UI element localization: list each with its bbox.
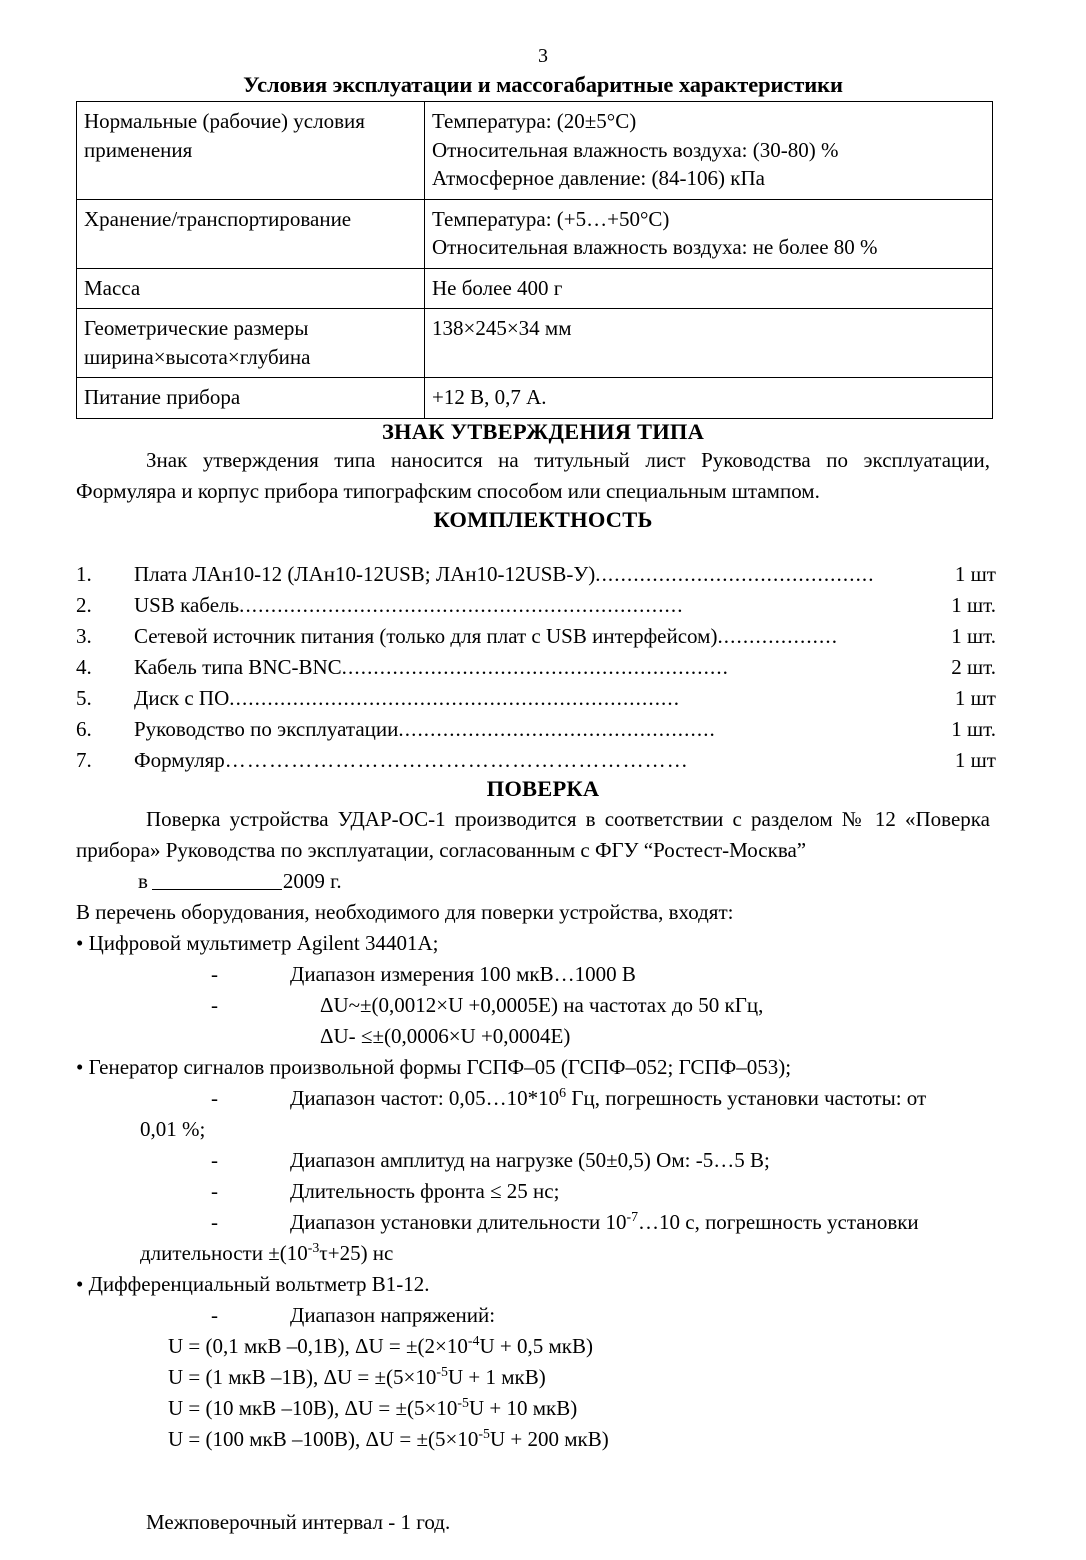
leader-dots: ............................................ — [595, 561, 875, 586]
dash-marker: - — [211, 1147, 218, 1172]
table-row — [77, 378, 993, 419]
equipment-bullet: • Генератор сигналов произвольной формы ГСПФ–05 (ГСПФ–052; ГСПФ–053); — [76, 1054, 792, 1079]
list-item-name: Формуляр — [134, 747, 225, 772]
znak-paragraph: Знак утверждения типа наносится на титульный лист Руководства по эксплуатации, Формуляра и корпус прибора типографским способом или специальным штампом. — [76, 447, 990, 503]
detail-exponent: -7 — [626, 1208, 638, 1224]
list-item-name: Кабель типа BNC-BNC — [134, 654, 342, 679]
leader-dots: ............................................................. — [341, 654, 730, 679]
list-item — [0, 683, 1086, 714]
list-item — [0, 652, 1086, 683]
formula-pre: U = (0,1 мкВ –0,1В), ΔU = ±(2×10 — [168, 1333, 468, 1358]
spec-value-line: 138×245×34 мм — [432, 316, 572, 340]
list-item — [0, 590, 1086, 621]
list-item-quantity: 1 шт — [954, 561, 996, 586]
section-heading-znak: ЗНАК УТВЕРЖДЕНИЯ ТИПА — [381, 418, 705, 444]
spec-value-line: Температура: (+5…+50°С) — [432, 206, 670, 231]
detail-text-pre: длительности ±(10 — [140, 1240, 308, 1265]
date-blank-field[interactable] — [152, 876, 282, 890]
list-item-quantity: 1 шт — [954, 747, 996, 772]
list-item-row — [134, 745, 996, 776]
formula-pre: U = (1 мкВ –1В), ΔU = ±(5×10 — [168, 1364, 437, 1389]
formula-exponent: -4 — [467, 1332, 480, 1348]
formula-line — [0, 1362, 1086, 1393]
spec-value-line: Температура: (20±5°С) — [432, 109, 637, 133]
table-row — [77, 199, 993, 268]
detail-text: Длительность фронта ≤ 25 нс; — [290, 1178, 560, 1203]
spec-label-cell — [77, 199, 425, 268]
formula-exponent: -5 — [457, 1394, 469, 1410]
dash-marker: - — [211, 1302, 218, 1327]
equipment-detail-continuation — [0, 1238, 1086, 1269]
list-item-row — [134, 683, 996, 714]
spec-value-line: Атмосферное давление: (84-106) кПа — [432, 166, 765, 190]
spec-label-line: Хранение/транспортирование — [84, 206, 352, 231]
equipment-bullet: • Дифференциальный вольтметр В1-12. — [76, 1271, 430, 1296]
formula-pre: U = (10 мкВ –10В), ΔU = ±(5×10 — [168, 1395, 458, 1420]
list-item-number: 7. — [76, 747, 92, 772]
list-item — [0, 621, 1086, 652]
list-item-name: Сетевой источник питания (только для плат с USB интерфейсом) — [134, 623, 718, 648]
detail-text: Диапазон амплитуд на нагрузке (50±0,5) Ом: -5…5 В; — [290, 1147, 770, 1172]
spec-value-cell — [425, 199, 993, 268]
leader-dots: ................... — [717, 623, 839, 648]
list-item-number: 5. — [76, 685, 92, 710]
list-item-row — [134, 621, 996, 652]
spec-label-cell — [77, 378, 425, 419]
poverka-body — [0, 804, 1086, 1538]
komplektnost-list — [0, 559, 1086, 776]
equipment-detail — [0, 1207, 1086, 1238]
spec-value-cell — [425, 309, 993, 378]
spec-value-cell — [425, 102, 993, 200]
detail-text-pre: Диапазон частот: 0,05…10*10 — [290, 1085, 560, 1110]
list-item-number: 3. — [76, 623, 92, 648]
detail-text-pre: Диапазон установки длительности 10 — [290, 1209, 627, 1234]
equipment-bullet: • Цифровой мультиметр Agilent 34401А; — [76, 930, 439, 955]
dash-marker: - — [211, 1085, 218, 1110]
equipment-detail — [0, 1300, 1086, 1331]
spec-table-caption: Условия эксплуатации и массогабаритные характеристики — [243, 72, 843, 97]
formula-exponent: -5 — [478, 1425, 490, 1441]
list-item-name: Плата ЛАн10-12 (ЛАн10-12USB; ЛАн10-12USB-У) — [134, 561, 596, 586]
list-item-quantity: 2 шт. — [951, 654, 996, 679]
spec-label-cell — [77, 102, 425, 200]
spec-label-line: ширина×высота×глубина — [84, 344, 311, 369]
spec-label-line: Питание прибора — [84, 385, 241, 409]
leader-dots: ……………………………………………………… — [224, 747, 689, 772]
spec-table-body — [77, 102, 993, 419]
equipment-detail — [0, 1083, 1086, 1114]
detail-exponent: 6 — [559, 1084, 567, 1100]
list-item-number: 4. — [76, 654, 92, 679]
formula-post: U + 10 мкВ) — [468, 1395, 578, 1420]
equipment-detail-sub: ΔU- ≤±(0,0006×U +0,0004Е) — [320, 1023, 571, 1048]
table-row — [77, 102, 993, 200]
equipment-detail — [0, 959, 1086, 990]
equipment-intro-line: В перечень оборудования, необходимого для поверки устройства, входят: — [76, 899, 734, 924]
dash-marker: - — [211, 961, 218, 986]
formula-pre: U = (100 мкВ –100В), ΔU = ±(5×10 — [168, 1426, 479, 1451]
detail-text: Диапазон напряжений: — [290, 1302, 496, 1327]
spec-value-line: Относительная влажность воздуха: (30-80) % — [432, 137, 839, 162]
detail-exponent: -3 — [307, 1239, 320, 1255]
detail-text: ΔU~±(0,0012×U +0,0005Е) на частотах до 50 кГц, — [320, 992, 764, 1017]
list-item-row — [134, 652, 996, 683]
table-row — [77, 309, 993, 378]
detail-text-post: Гц, погрешность установки частоты: от — [566, 1085, 927, 1110]
list-item-row — [134, 559, 996, 590]
spec-value-line: Не более 400 г — [432, 275, 563, 300]
list-item-row — [134, 714, 996, 745]
spec-label-line: Нормальные (рабочие) условия — [84, 109, 365, 133]
list-item — [0, 714, 1086, 745]
spec-label-line: применения — [84, 137, 193, 162]
spec-value-cell — [425, 268, 993, 309]
list-item-number: 2. — [76, 592, 92, 617]
formula-exponent: -5 — [436, 1363, 448, 1379]
detail-text-post: …10 с, погрешность установки — [638, 1209, 919, 1234]
list-item-quantity: 1 шт — [954, 685, 996, 710]
leader-dots: .................................................. — [398, 716, 716, 741]
equipment-detail — [0, 1145, 1086, 1176]
spec-label-line: Геометрические размеры — [84, 316, 309, 340]
spec-value-cell — [425, 378, 993, 419]
poverka-intro-paragraph: Поверка устройства УДАР-ОС-1 производится в соответствии с разделом № 12 «Поверка прибора» Руководства по эксплуатации, согласованным с ФГУ “Ростест-Москва” — [76, 806, 990, 862]
equipment-detail-continuation: 0,01 %; — [140, 1116, 206, 1141]
spec-label-cell — [77, 268, 425, 309]
list-item-quantity: 1 шт. — [951, 592, 996, 617]
section-heading-komplektnost: КОМПЛЕКТНОСТЬ — [433, 506, 653, 532]
formula-post: U + 0,5 мкВ) — [479, 1333, 593, 1358]
list-item-name: USB кабель — [134, 592, 240, 617]
table-row — [77, 268, 993, 309]
formula-line — [0, 1393, 1086, 1424]
formula-post: U + 200 мкВ) — [489, 1426, 609, 1451]
interval-note: Межповерочный интервал - 1 год. — [146, 1509, 451, 1534]
list-item-name: Диск с ПО — [134, 685, 230, 710]
date-line-suffix: 2009 г. — [282, 868, 342, 893]
spec-label-line: Масса — [84, 275, 141, 300]
page-number: 3 — [538, 45, 548, 67]
formula-line — [0, 1331, 1086, 1362]
date-line-prefix: в — [138, 868, 148, 893]
spec-label-cell — [77, 309, 425, 378]
poverka-date-line — [0, 866, 1086, 897]
equipment-detail — [0, 1176, 1086, 1207]
spec-value-line: Относительная влажность воздуха: не более 80 % — [432, 235, 878, 259]
leader-dots: ...................................................................... — [239, 592, 684, 617]
equipment-detail — [0, 990, 1086, 1021]
list-item-quantity: 1 шт. — [951, 623, 996, 648]
list-item — [0, 559, 1086, 590]
list-item-name: Руководство по эксплуатации — [134, 716, 399, 741]
list-item-number: 1. — [76, 561, 92, 586]
list-item-row — [134, 590, 996, 621]
formula-line — [0, 1424, 1086, 1455]
list-item-number: 6. — [76, 716, 92, 741]
dash-marker: - — [211, 1178, 218, 1203]
spec-value-line: +12 В, 0,7 А. — [432, 385, 547, 409]
list-item-quantity: 1 шт. — [951, 716, 996, 741]
dash-marker: - — [211, 992, 218, 1017]
detail-text-post: τ+25) нс — [319, 1240, 394, 1265]
leader-dots: ....................................................................... — [229, 685, 681, 710]
dash-marker: - — [211, 1209, 218, 1234]
formula-post: U + 1 мкВ) — [447, 1364, 546, 1389]
detail-text: Диапазон измерения 100 мкВ…1000 В — [290, 961, 636, 986]
section-heading-poverka: ПОВЕРКА — [486, 775, 600, 801]
specifications-table — [76, 101, 993, 419]
list-item — [0, 745, 1086, 776]
